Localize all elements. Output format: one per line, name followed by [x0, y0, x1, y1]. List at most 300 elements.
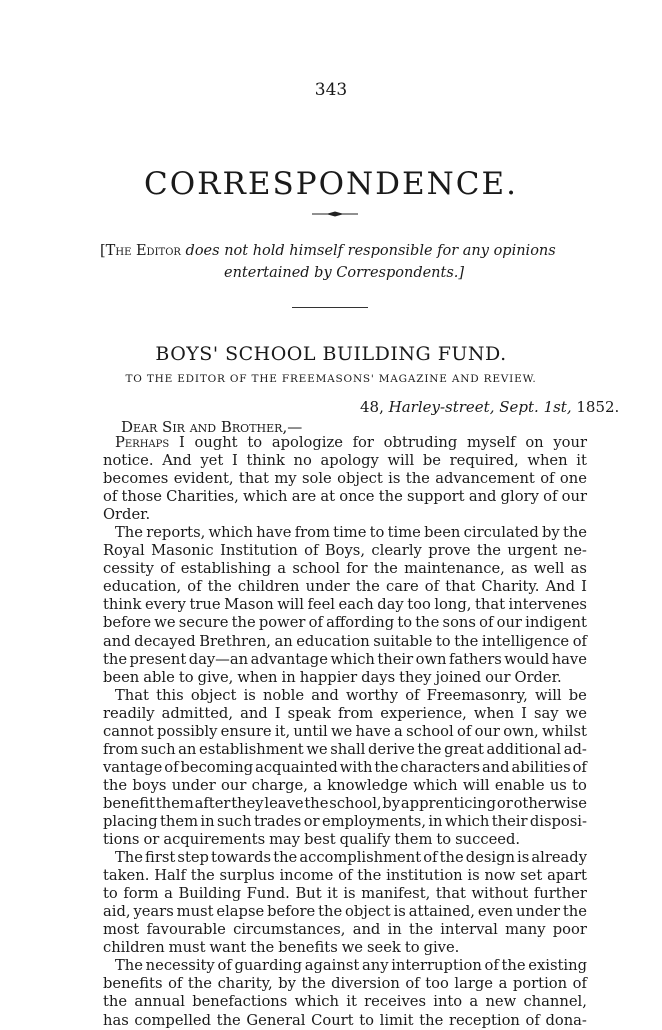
- body-word: readily: [103, 704, 155, 722]
- body-word: every: [144, 596, 186, 614]
- body-word: an: [274, 632, 293, 650]
- body-word: the: [318, 903, 343, 921]
- body-word: such: [140, 740, 176, 758]
- body-word: diversion: [331, 975, 400, 993]
- body-line: [103, 434, 587, 452]
- body-word: true: [189, 596, 221, 614]
- body-word: great: [444, 740, 484, 758]
- body-word: of: [424, 578, 440, 596]
- body-word: the: [417, 740, 442, 758]
- body-word: until: [293, 722, 328, 740]
- disclaimer-line1: does not hold himself responsible for any opinions: [180, 243, 556, 259]
- body-word: Half: [154, 867, 186, 885]
- body-word: and: [311, 686, 339, 704]
- body-word: of: [217, 957, 232, 975]
- body-word: from: [337, 704, 374, 722]
- body-word: a: [313, 776, 322, 794]
- disclaimer-bracket: [: [100, 243, 106, 259]
- body-word: the: [439, 849, 464, 867]
- body-word: our: [496, 614, 522, 632]
- disclaimer-line2: entertained by Correspondents.]: [224, 265, 465, 281]
- body-word: power: [258, 614, 306, 632]
- body-word: from: [103, 740, 139, 758]
- body-line: [103, 669, 587, 687]
- body-word: children: [237, 578, 300, 596]
- body-word: towards: [211, 849, 272, 867]
- body-word: I: [178, 434, 185, 451]
- body-word: and: [481, 758, 510, 776]
- body-word: they: [399, 668, 432, 686]
- editor-disclaimer: [100, 240, 580, 284]
- body-word: affording: [326, 614, 395, 632]
- body-word: no: [293, 452, 312, 470]
- body-word: tions: [103, 831, 140, 849]
- addressee-line: TO THE EDITOR OF THE FREEMASONS' MAGAZINE AND REVIEW.: [125, 373, 537, 385]
- body-word: the: [250, 939, 275, 957]
- body-word: before: [267, 903, 316, 921]
- body-word: Fund.: [246, 885, 290, 903]
- body-word: to: [436, 831, 452, 849]
- body-word: I: [231, 452, 238, 470]
- body-word: once: [339, 488, 375, 506]
- body-word: which: [330, 650, 375, 668]
- body-word: General: [246, 1011, 306, 1029]
- body-word: our: [474, 722, 500, 740]
- dateline-number: 48,: [360, 398, 389, 416]
- body-line: [103, 777, 587, 795]
- body-word: ne-: [563, 542, 587, 560]
- body-word: think: [246, 452, 285, 470]
- body-word: Perhaps: [115, 434, 170, 451]
- body-word: against: [304, 957, 360, 975]
- body-word: whilst: [542, 722, 587, 740]
- body-line: [103, 578, 587, 596]
- body-word: benefits: [278, 939, 338, 957]
- body-word: clearly: [371, 542, 422, 560]
- body-word: years: [133, 903, 174, 921]
- body-word: boys: [132, 776, 167, 794]
- body-word: under: [171, 776, 216, 794]
- body-word: urgent: [507, 542, 558, 560]
- body-word: of: [304, 542, 319, 560]
- body-word: benefit: [103, 794, 155, 812]
- body-word: acquainted: [255, 758, 338, 776]
- body-word: That: [115, 686, 149, 704]
- body-word: apart: [547, 867, 587, 885]
- body-word: channel,: [523, 993, 587, 1011]
- body-word: be: [422, 452, 441, 470]
- body-word: in: [200, 812, 215, 830]
- body-word: speak: [287, 704, 331, 722]
- body-word: and: [468, 488, 497, 506]
- body-word: the: [476, 542, 501, 560]
- body-word: succeed.: [455, 831, 521, 849]
- body-word: want: [209, 939, 247, 957]
- body-word: long,: [434, 596, 472, 614]
- body-word: derive: [367, 740, 415, 758]
- dateline-year: 1852.: [571, 398, 620, 416]
- body-line: [103, 903, 587, 921]
- body-word: with: [339, 758, 373, 776]
- body-word: noble: [262, 686, 305, 704]
- body-word: knowledge: [327, 776, 408, 794]
- body-word: it,: [274, 722, 291, 740]
- body-word: ought: [194, 434, 238, 451]
- body-word: by: [382, 794, 401, 812]
- body-word: the: [187, 975, 212, 993]
- body-word: been: [103, 668, 140, 686]
- body-word: many: [505, 921, 546, 939]
- body-word: existing: [528, 957, 587, 975]
- body-word: of: [164, 758, 179, 776]
- body-line: [103, 957, 587, 975]
- body-word: prove: [428, 542, 471, 560]
- body-word: when: [527, 452, 568, 470]
- body-word: myself: [467, 434, 516, 451]
- body-word: as: [570, 560, 587, 578]
- body-word: favourable: [146, 921, 226, 939]
- body-word: well: [533, 560, 565, 578]
- body-word: too: [425, 975, 449, 993]
- body-word: our: [221, 776, 247, 794]
- body-word: the: [103, 650, 128, 668]
- body-word: are: [291, 488, 317, 506]
- body-line: [103, 560, 587, 578]
- body-word: day—an: [188, 650, 249, 668]
- body-word: of: [160, 560, 175, 578]
- body-word: an: [178, 740, 197, 758]
- body-word: of: [187, 578, 202, 596]
- body-word: on: [525, 434, 544, 451]
- body-word: days: [361, 668, 396, 686]
- body-word: or: [496, 794, 513, 812]
- body-word: the: [373, 560, 398, 578]
- body-word: cessity: [103, 560, 154, 578]
- body-word: I: [521, 704, 527, 722]
- body-word: to: [359, 1011, 374, 1029]
- body-word: of: [540, 470, 555, 488]
- body-word: establishing: [180, 560, 271, 578]
- body-word: of: [572, 632, 587, 650]
- body-word: their: [491, 812, 528, 830]
- body-word: or: [303, 812, 320, 830]
- body-word: vantage: [103, 758, 163, 776]
- body-word: And: [162, 452, 192, 470]
- body-word: which: [413, 776, 458, 794]
- body-word: leave: [264, 794, 304, 812]
- body-word: the: [207, 578, 232, 596]
- body-word: the: [419, 1011, 444, 1029]
- body-word: under: [515, 903, 560, 921]
- body-word: which: [294, 993, 339, 1011]
- body-word: such: [216, 812, 252, 830]
- body-word: must: [168, 939, 206, 957]
- body-word: reports,: [146, 524, 206, 542]
- body-word: support: [407, 488, 465, 506]
- body-word: which: [444, 812, 490, 830]
- body-word: to: [397, 614, 413, 632]
- body-word: further: [533, 885, 587, 903]
- body-word: have: [551, 650, 587, 668]
- body-word: care: [385, 578, 419, 596]
- body-word: will: [277, 596, 304, 614]
- body-word: Boys,: [324, 542, 365, 560]
- body-word: reception: [448, 1011, 520, 1029]
- body-word: to: [178, 668, 194, 686]
- body-line: [103, 596, 587, 614]
- body-line: [103, 723, 587, 741]
- body-line: [103, 470, 587, 488]
- body-word: a: [164, 885, 173, 903]
- body-word: would: [504, 650, 550, 668]
- body-word: it: [327, 885, 338, 903]
- body-line: [103, 831, 587, 849]
- body-word: which: [243, 488, 288, 506]
- body-word: guarding: [234, 957, 303, 975]
- body-word: of: [308, 614, 323, 632]
- body-word: sons: [442, 614, 476, 632]
- body-word: this: [156, 686, 184, 704]
- body-word: benefits: [103, 975, 163, 993]
- body-word: is: [467, 867, 480, 885]
- body-word: is: [517, 849, 530, 867]
- body-word: apprenticing: [400, 794, 497, 812]
- body-word: suitable: [373, 632, 433, 650]
- section-rule: [292, 307, 368, 308]
- body-word: own,: [503, 722, 539, 740]
- body-word: elapse: [216, 903, 265, 921]
- body-word: in: [387, 921, 402, 939]
- body-word: have: [355, 722, 391, 740]
- body-line: [103, 506, 587, 524]
- body-word: the: [562, 903, 587, 921]
- body-line: [103, 651, 587, 669]
- body-word: of: [338, 867, 353, 885]
- body-word: advancement: [435, 470, 535, 488]
- body-word: most: [103, 921, 140, 939]
- body-word: secure: [178, 614, 229, 632]
- body-word: school: [406, 722, 454, 740]
- body-word: Royal: [103, 542, 145, 560]
- body-word: in: [281, 668, 296, 686]
- body-line: [103, 687, 587, 705]
- body-word: circulated: [463, 524, 539, 542]
- body-word: of: [405, 975, 420, 993]
- body-word: which: [208, 524, 253, 542]
- body-word: will: [387, 452, 415, 470]
- body-word: qualify: [339, 831, 391, 849]
- body-word: of: [484, 957, 499, 975]
- body-word: compelled: [134, 1011, 212, 1029]
- body-word: by: [278, 975, 296, 993]
- body-word: to: [369, 524, 385, 542]
- body-word: at: [320, 488, 336, 506]
- body-word: set: [520, 867, 543, 885]
- body-word: disposi-: [529, 812, 587, 830]
- body-word: Court: [311, 1011, 354, 1029]
- body-word: and: [240, 704, 268, 722]
- body-word: attained,: [408, 903, 475, 921]
- section-heading: CORRESPONDENCE.: [144, 166, 518, 202]
- body-word: from: [294, 524, 330, 542]
- body-line: [103, 885, 587, 903]
- body-line: [103, 849, 587, 867]
- ornament-divider: [312, 211, 358, 217]
- body-word: shall: [330, 740, 366, 758]
- body-word: joined: [435, 668, 482, 686]
- body-word: that: [238, 470, 269, 488]
- body-line: [103, 524, 587, 542]
- body-word: of: [525, 1011, 540, 1029]
- body-word: is: [343, 885, 356, 903]
- body-word: establishment: [199, 740, 304, 758]
- body-word: becomes: [103, 470, 169, 488]
- body-word: have: [256, 524, 292, 542]
- body-word: Charity.: [481, 578, 540, 596]
- body-word: And: [545, 578, 576, 596]
- body-word: aid,: [103, 903, 131, 921]
- body-word: seek: [367, 939, 401, 957]
- body-word: of: [405, 686, 420, 704]
- body-word: circumstances,: [233, 921, 346, 939]
- body-word: becoming: [180, 758, 254, 776]
- body-word: surplus: [219, 867, 275, 885]
- body-word: it: [576, 452, 587, 470]
- body-line: [103, 795, 587, 813]
- body-word: benefactions: [192, 993, 288, 1011]
- body-word: interval: [440, 921, 498, 939]
- body-word: of: [103, 488, 118, 506]
- body-word: fathers: [448, 650, 502, 668]
- body-word: annual: [134, 993, 185, 1011]
- body-word: apology: [320, 452, 379, 470]
- body-word: under: [305, 578, 350, 596]
- body-word: may: [269, 831, 301, 849]
- body-word: otherwise: [513, 794, 587, 812]
- body-line: [103, 705, 587, 723]
- body-word: maintenance,: [404, 560, 505, 578]
- body-word: after: [194, 794, 231, 812]
- body-word: must: [176, 903, 214, 921]
- body-word: of: [423, 849, 438, 867]
- body-line: [103, 614, 587, 632]
- body-word: first: [145, 849, 176, 867]
- body-word: poor: [552, 921, 587, 939]
- body-word: a: [277, 560, 287, 578]
- body-word: for: [346, 560, 368, 578]
- body-word: or: [143, 831, 160, 849]
- body-word: the: [231, 614, 256, 632]
- body-word: will: [534, 686, 562, 704]
- body-word: the: [273, 849, 298, 867]
- body-word: for: [352, 434, 374, 451]
- body-word: that: [474, 596, 505, 614]
- body-word: education,: [103, 578, 182, 596]
- body-word: think: [103, 596, 142, 614]
- body-word: when: [237, 668, 278, 686]
- body-word: experience,: [380, 704, 467, 722]
- body-word: our: [561, 488, 587, 506]
- body-line: [103, 741, 587, 759]
- body-word: be: [568, 686, 587, 704]
- body-word: charity,: [217, 975, 273, 993]
- body-word: to: [247, 434, 263, 451]
- body-word: intervenes: [508, 596, 587, 614]
- body-word: manifest,: [361, 885, 431, 903]
- body-word: is: [393, 903, 406, 921]
- body-word: the: [405, 470, 430, 488]
- body-word: indigent: [525, 614, 587, 632]
- body-word: trades: [254, 812, 302, 830]
- body-word: step: [177, 849, 209, 867]
- body-word: ensure: [220, 722, 272, 740]
- body-line: [103, 488, 587, 506]
- body-word: of: [456, 722, 472, 740]
- body-word: best: [304, 831, 336, 849]
- body-word: and: [352, 921, 381, 939]
- disclaimer-editor-word: The Editor: [105, 243, 181, 259]
- body-word: decayed: [134, 632, 196, 650]
- body-word: without: [471, 885, 529, 903]
- body-word: to: [103, 885, 118, 903]
- body-word: necessity: [145, 957, 215, 975]
- body-word: those: [121, 488, 162, 506]
- body-word: now: [484, 867, 516, 885]
- body-word: to: [572, 776, 587, 794]
- body-word: day: [377, 596, 404, 614]
- body-word: I: [581, 578, 587, 596]
- body-word: the: [454, 632, 479, 650]
- body-word: of: [479, 614, 494, 632]
- body-word: cannot: [103, 722, 154, 740]
- body-word: present: [129, 650, 187, 668]
- body-word: the: [190, 867, 215, 885]
- body-word: a: [394, 722, 403, 740]
- body-word: accomplishment: [299, 849, 422, 867]
- article-title: BOYS' SCHOOL BUILDING FUND.: [155, 343, 507, 365]
- body-word: each: [338, 596, 374, 614]
- body-word: to: [435, 632, 451, 650]
- body-word: even: [477, 903, 514, 921]
- body-word: the: [216, 1011, 241, 1029]
- body-word: give,: [197, 668, 234, 686]
- body-word: Brethren,: [199, 632, 271, 650]
- body-word: has: [103, 1011, 129, 1029]
- body-word: Masonic: [151, 542, 214, 560]
- body-word: The: [115, 849, 143, 867]
- body-word: them: [394, 831, 433, 849]
- body-word: I: [274, 704, 281, 722]
- body-word: own: [415, 650, 447, 668]
- body-word: the: [304, 794, 329, 812]
- body-word: them: [155, 794, 194, 812]
- body-word: education: [296, 632, 370, 650]
- body-word: as: [511, 560, 528, 578]
- body-word: evident,: [173, 470, 234, 488]
- body-word: Order.: [103, 506, 151, 524]
- body-word: taken.: [103, 867, 150, 885]
- body-word: them: [160, 812, 199, 830]
- body-word: institution: [386, 867, 463, 885]
- body-word: and: [103, 632, 131, 650]
- body-word: charge,: [251, 776, 308, 794]
- body-word: Freemasonry,: [426, 686, 528, 704]
- body-word: intelligence: [481, 632, 570, 650]
- body-word: form: [123, 885, 159, 903]
- body-word: required,: [449, 452, 519, 470]
- body-word: additional: [486, 740, 562, 758]
- body-word: the: [103, 776, 128, 794]
